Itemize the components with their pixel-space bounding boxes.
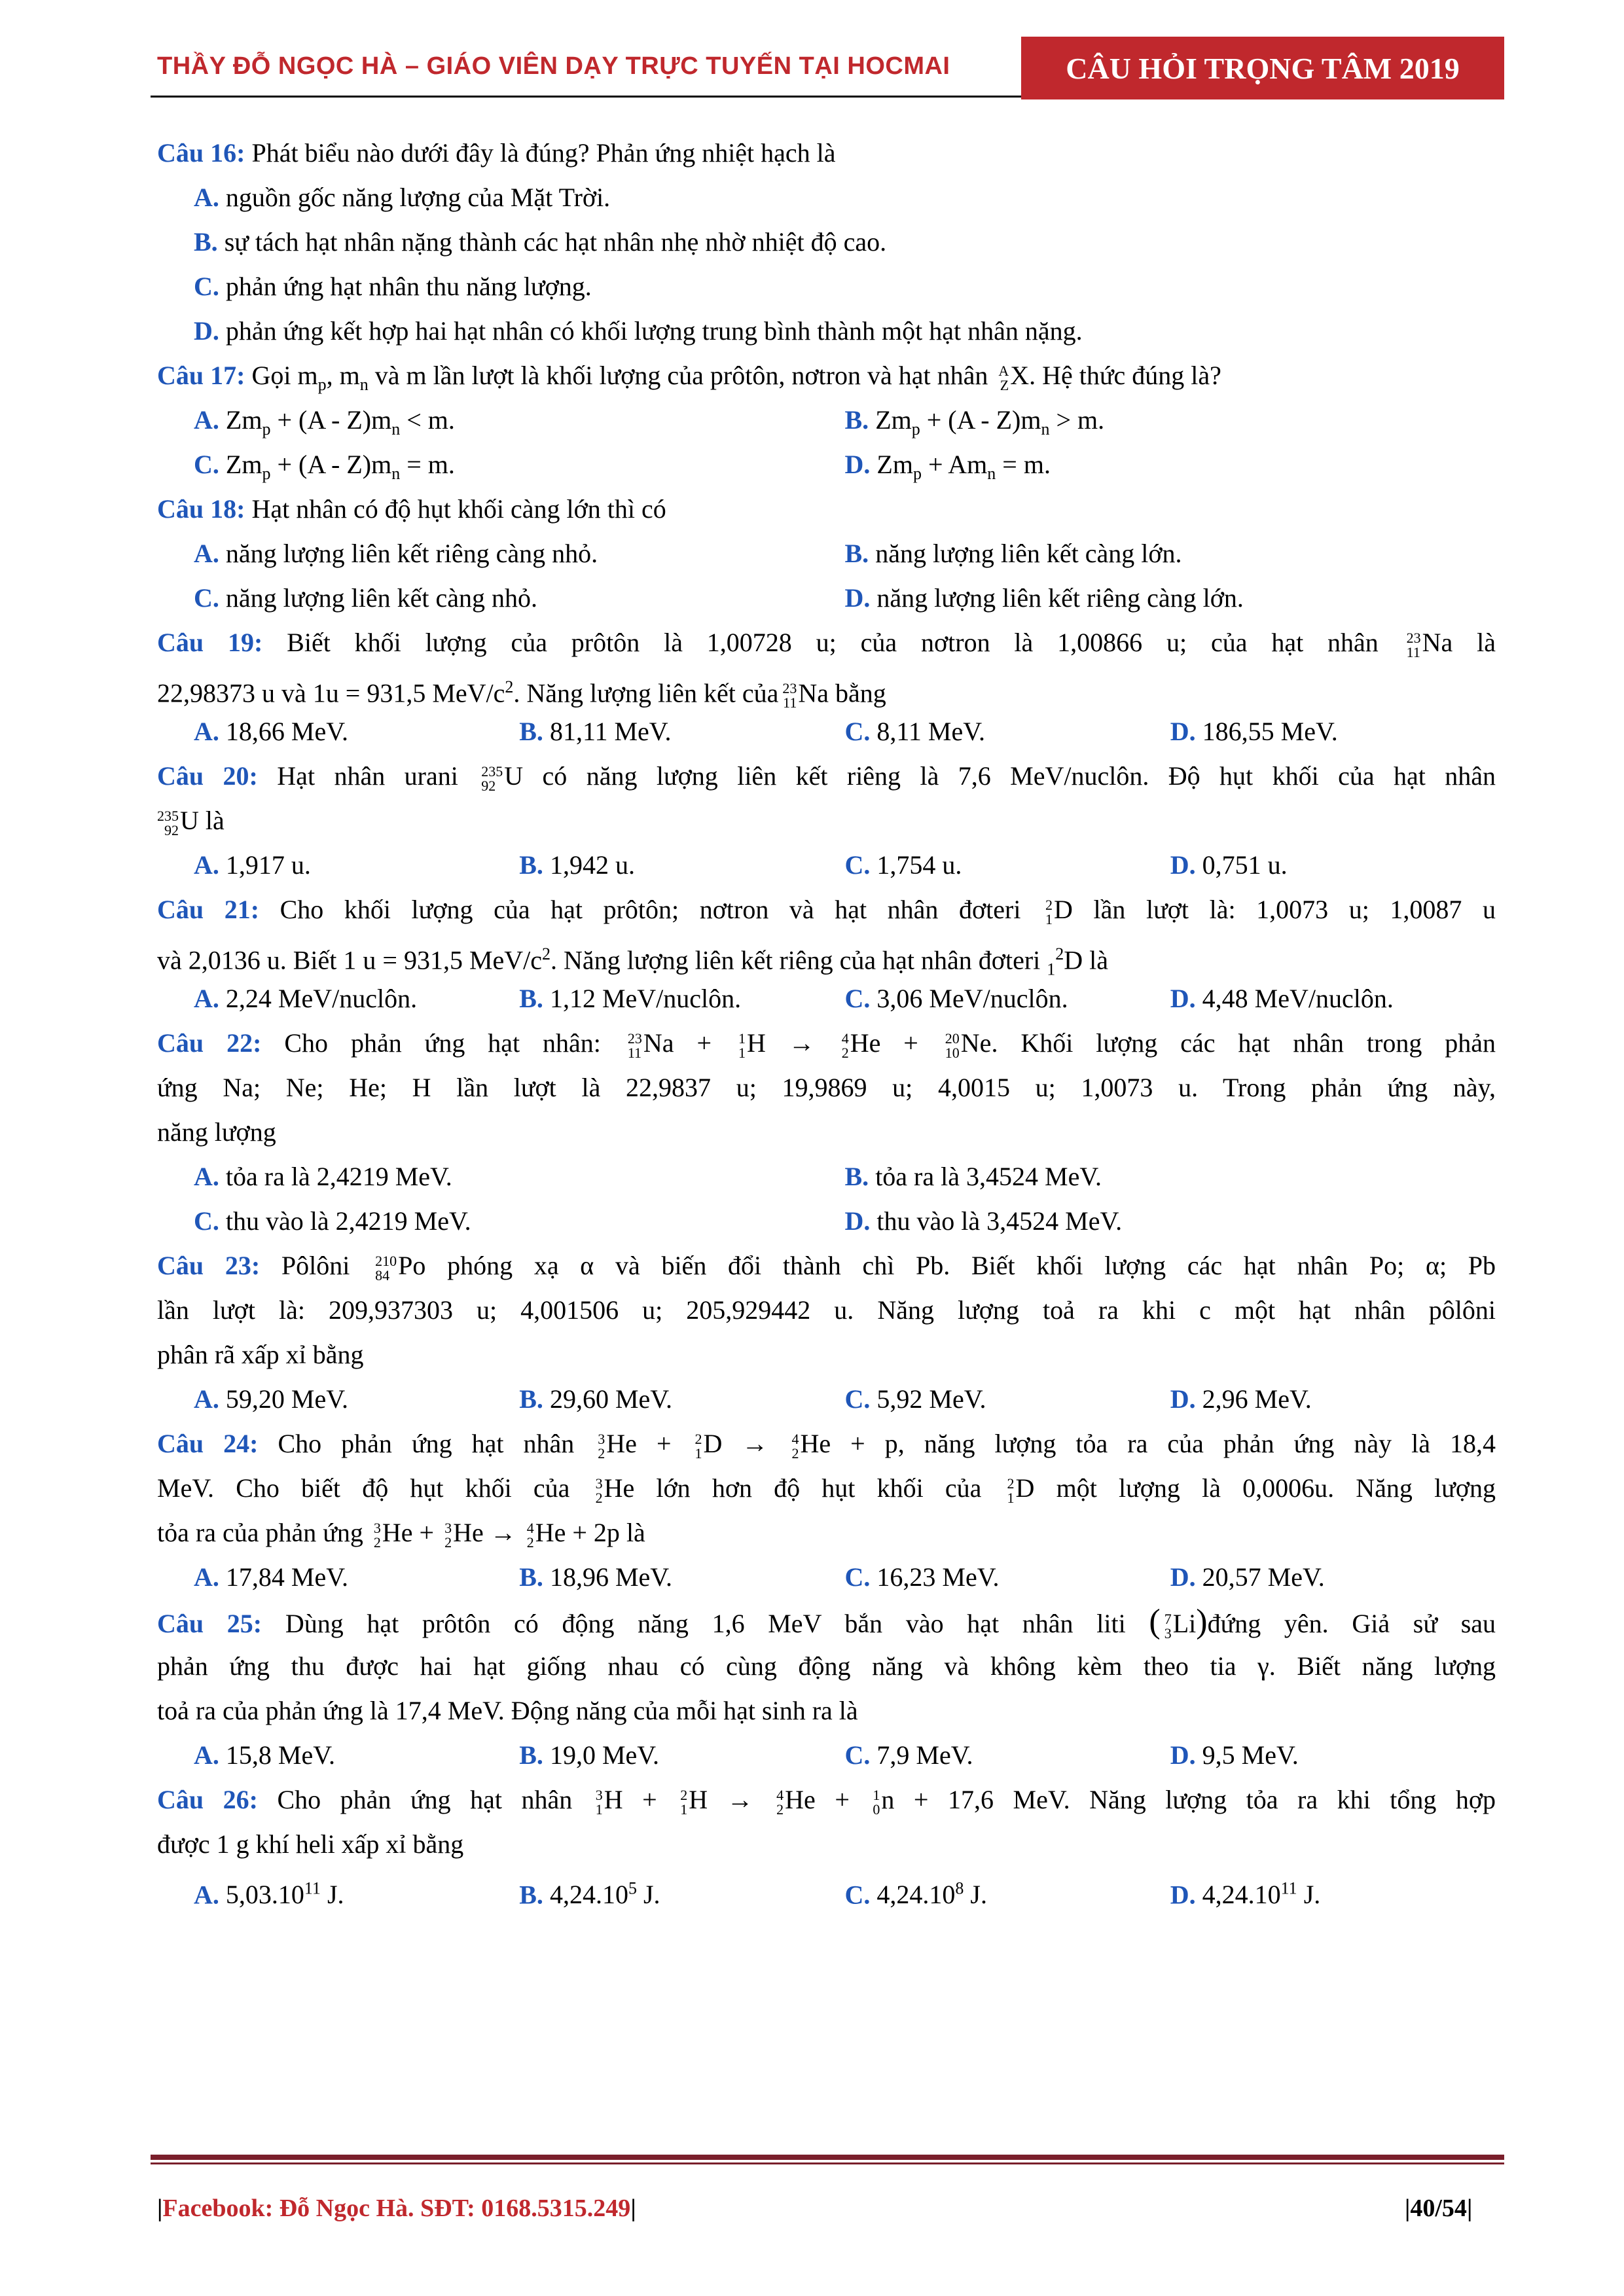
option-text: $Zm_p + (A - Z)m_n < m$. bbox=[225, 405, 455, 439]
option-label: A. bbox=[194, 539, 219, 568]
q22-stem-line2 bbox=[157, 1066, 1496, 1110]
q25-text: toả ra của phản ứng là 17,4 MeV. Động năng của mỗi hạt sinh ra là bbox=[157, 1696, 858, 1725]
q26-label: Câu 26: bbox=[157, 1785, 258, 1814]
q19-option-c[interactable] bbox=[845, 709, 1170, 754]
option-label: D. bbox=[1170, 717, 1196, 746]
option-label: B. bbox=[844, 405, 869, 435]
option-text: 16,23 MeV. bbox=[876, 1562, 1000, 1592]
option-label: D. bbox=[1170, 984, 1196, 1013]
q25-option-c[interactable] bbox=[845, 1733, 1170, 1778]
q19-text: Biết khối lượng của prôtôn là 1,00728 u; của nơtron là 1,00866 u; của hạt nhân bbox=[287, 628, 1379, 657]
footer-divider-thin bbox=[151, 2162, 1504, 2164]
q23-stem-line3 bbox=[157, 1333, 1496, 1377]
q24-option-a[interactable] bbox=[194, 1555, 519, 1600]
q22-option-a[interactable] bbox=[194, 1155, 845, 1199]
q26-stem-line1 bbox=[157, 1778, 1496, 1822]
footer-divider bbox=[151, 2155, 1504, 2160]
footer-contact-text: Facebook: Đỗ Ngọc Hà. SĐT: 0168.5315.249 bbox=[162, 2195, 631, 2222]
q25-option-d[interactable] bbox=[1170, 1733, 1496, 1778]
q20-options bbox=[157, 843, 1496, 888]
q26-options bbox=[157, 1867, 1496, 1911]
option-text: nguồn gốc năng lượng của Mặt Trời. bbox=[225, 183, 611, 212]
q19-text: Na bằng bbox=[798, 678, 886, 708]
q21-option-d[interactable] bbox=[1170, 977, 1496, 1021]
q24-option-b[interactable] bbox=[519, 1555, 844, 1600]
q26-option-a[interactable] bbox=[194, 1867, 519, 1911]
q24-text: , năng lượng tỏa ra của phản ứng này là 18,4 bbox=[897, 1429, 1496, 1458]
option-label: B. bbox=[519, 850, 543, 880]
q23-options bbox=[157, 1377, 1496, 1422]
q16-text: Phát biểu nào dưới đây là đúng? Phản ứng nhiệt hạch là bbox=[251, 138, 836, 168]
q26-stem-line2 bbox=[157, 1822, 1496, 1867]
option-text: 2,96 MeV. bbox=[1202, 1384, 1312, 1414]
q26-text: Cho phản ứng hạt nhân bbox=[277, 1785, 573, 1814]
option-label: C. bbox=[844, 850, 871, 880]
option-text: $Zm_p + Am_n = m$. bbox=[876, 450, 1051, 483]
option-label: A. bbox=[194, 1162, 219, 1191]
q19-option-b[interactable] bbox=[519, 709, 844, 754]
option-label: C. bbox=[194, 450, 219, 479]
q16-option-a[interactable] bbox=[157, 175, 1496, 220]
q19-option-a[interactable] bbox=[194, 709, 519, 754]
q20-option-b[interactable] bbox=[519, 843, 844, 888]
q23-option-d[interactable] bbox=[1170, 1377, 1496, 1422]
option-label: A. bbox=[194, 1562, 219, 1592]
option-text: sự tách hạt nhân nặng thành các hạt nhân nhẹ nhờ nhiệt độ cao. bbox=[224, 227, 887, 257]
q20-label: Câu 20: bbox=[157, 761, 258, 791]
nuclide-symbol: 235 92 bbox=[481, 762, 503, 794]
header-title: THẦY ĐỖ NGỌC HÀ – GIÁO VIÊN DẠY TRỰC TUYẾN TẠI HOCMAI bbox=[157, 52, 950, 80]
option-text: 18,66 MeV. bbox=[225, 717, 348, 746]
q26-reaction: 3 1 H + 2 1 H → 4 2 He + 1 0 n + 17,6 MeV bbox=[595, 1785, 1064, 1818]
q26-option-d[interactable] bbox=[1170, 1867, 1496, 1911]
q20-text: U có năng lượng liên kết riêng là 7,6 MeV/nuclôn. Độ hụt khối của hạt nhân bbox=[504, 761, 1496, 791]
q17-option-b[interactable] bbox=[845, 398, 1496, 442]
q21-label: Câu 21: bbox=[157, 895, 260, 924]
q21-stem-line2: và 2,0136 u. Biết 1 u = 931,5 MeV/$c^2$. Năng lượng liên kết riêng của hạt nhân đơteri $_1^2$D là bbox=[157, 944, 1109, 979]
option-text: 5,03.10$^{11}$ J. bbox=[225, 1879, 344, 1910]
option-label: B. bbox=[844, 1162, 869, 1191]
q26-option-b[interactable] bbox=[519, 1867, 844, 1911]
q24-options bbox=[157, 1555, 1496, 1600]
q22-reaction: 23 11 Na + 1 1 H → 4 2 He + 20 10 Ne. bbox=[627, 1028, 998, 1061]
q21-option-c[interactable] bbox=[845, 977, 1170, 1021]
nuclide-symbol: 2 1 bbox=[1045, 896, 1053, 927]
question-list bbox=[157, 131, 1496, 1911]
option-label: A. bbox=[194, 1880, 219, 1910]
option-text: phản ứng kết hợp hai hạt nhân có khối lượng trung bình thành một hạt nhân nặng. bbox=[225, 316, 1083, 346]
option-label: B. bbox=[519, 984, 543, 1013]
option-text: $Zm_p + (A - Z)m_n > m$. bbox=[875, 405, 1105, 439]
option-label: C. bbox=[844, 1880, 871, 1910]
q19-text: . Năng lượng liên kết của bbox=[513, 678, 779, 708]
q25-label: Câu 25: bbox=[157, 1609, 262, 1638]
q24-option-d[interactable] bbox=[1170, 1555, 1496, 1600]
q18-label: Câu 18: bbox=[157, 494, 245, 524]
option-label: C. bbox=[844, 1562, 871, 1592]
q23-text: phân rã xấp xỉ bằng bbox=[157, 1340, 364, 1369]
option-label: D. bbox=[1170, 850, 1196, 880]
q17-option-d[interactable] bbox=[845, 442, 1496, 487]
q18-options-row1 bbox=[157, 531, 1496, 576]
option-label: B. bbox=[844, 539, 869, 568]
q21-text: D lần lượt là: 1,0073 u; 1,0087 u bbox=[1054, 895, 1496, 924]
q24-text: D một lượng là 0,0006u. Năng lượng bbox=[1015, 1473, 1496, 1503]
q25-stem-line2 bbox=[157, 1644, 1496, 1689]
option-text: $Zm_p + (A - Z)m_n = m$. bbox=[225, 450, 455, 483]
option-text: 5,92 MeV. bbox=[876, 1384, 986, 1414]
nuclide-symbol: 3 2 bbox=[595, 1475, 603, 1506]
q23-option-b[interactable] bbox=[519, 1377, 844, 1422]
option-text: 3,06 MeV/nuclôn. bbox=[876, 984, 1068, 1013]
q19-text: 22,98373 u và 1u = 931,5 MeV/c bbox=[157, 678, 505, 708]
option-label: A. bbox=[194, 405, 219, 435]
q17-option-c[interactable] bbox=[194, 442, 845, 487]
footer-contact: |Facebook: Đỗ Ngọc Hà. SĐT: 0168.5315.249| bbox=[157, 2195, 636, 2222]
q24-reaction: 3 2 He + 2 1 D → 4 2 He + p bbox=[598, 1429, 898, 1462]
option-text: 1,754 u. bbox=[876, 850, 962, 880]
q25-options bbox=[157, 1733, 1496, 1778]
option-text: 4,24.10$^8$ J. bbox=[876, 1879, 987, 1910]
option-label: D. bbox=[1170, 1880, 1196, 1910]
option-label: B. bbox=[519, 1384, 543, 1414]
option-text: 7,9 MeV. bbox=[876, 1740, 973, 1770]
option-label: D. bbox=[844, 583, 871, 613]
q23-label: Câu 23: bbox=[157, 1251, 261, 1280]
option-label: D. bbox=[194, 316, 219, 346]
option-label: B. bbox=[519, 1880, 543, 1910]
option-label: C. bbox=[844, 1384, 871, 1414]
page-number-text: 40/54 bbox=[1410, 2195, 1467, 2222]
q23-option-a[interactable] bbox=[194, 1377, 519, 1422]
q22-options-row1 bbox=[157, 1155, 1496, 1199]
q20-text: Hạt nhân urani bbox=[277, 761, 458, 791]
q25-option-b[interactable] bbox=[519, 1733, 844, 1778]
nuclide-symbol: 235 92 bbox=[157, 807, 179, 838]
option-text: 2,24 MeV/nuclôn. bbox=[225, 984, 418, 1013]
option-text: phản ứng hạt nhân thu năng lượng. bbox=[225, 272, 592, 301]
q24-text: tỏa ra của phản ứng bbox=[157, 1518, 363, 1547]
option-label: A. bbox=[194, 1740, 219, 1770]
q16-option-c[interactable] bbox=[157, 264, 1496, 309]
option-label: D. bbox=[844, 1206, 871, 1236]
q22-option-b[interactable] bbox=[845, 1155, 1496, 1199]
option-text: 9,5 MeV. bbox=[1202, 1740, 1299, 1770]
q21-text: D là bbox=[1064, 945, 1109, 975]
q25-text: Dùng hạt prôtôn có động năng 1,6 MeV bắn vào hạt nhân liti bbox=[285, 1609, 1126, 1638]
q20-option-d[interactable] bbox=[1170, 843, 1496, 888]
q17-options-row1 bbox=[157, 398, 1496, 442]
page-number: |40/54| bbox=[1405, 2195, 1473, 2222]
q20-option-c[interactable] bbox=[845, 843, 1170, 888]
q21-text: và 2,0136 u. Biết 1 u = 931,5 MeV/c bbox=[157, 945, 543, 975]
q16-option-d[interactable] bbox=[157, 309, 1496, 353]
q16-stem bbox=[157, 131, 1496, 175]
q17-text: Gọi m bbox=[251, 361, 318, 390]
option-text: thu vào là 3,4524 MeV. bbox=[876, 1206, 1123, 1236]
option-label: C. bbox=[844, 1740, 871, 1770]
q21-text: Cho khối lượng của hạt prôtôn; nơtron và hạt nhân đơteri bbox=[280, 895, 1021, 924]
option-text: 29,60 MeV. bbox=[549, 1384, 672, 1414]
q20-stem-line1 bbox=[157, 754, 1496, 798]
nuclide-symbol: 2 1 bbox=[1007, 1475, 1015, 1506]
option-label: C. bbox=[194, 1206, 219, 1236]
q24-option-c[interactable] bbox=[845, 1555, 1170, 1600]
q17-option-a[interactable] bbox=[194, 398, 845, 442]
option-label: C. bbox=[194, 272, 219, 301]
option-text: 1,12 MeV/nuclôn. bbox=[549, 984, 742, 1013]
nuclide-symbol: 210 84 bbox=[375, 1252, 397, 1283]
option-text: 1,917 u. bbox=[225, 850, 311, 880]
q26-text: được 1 g khí heli xấp xỉ bằng bbox=[157, 1829, 464, 1859]
option-text: 17,84 MeV. bbox=[225, 1562, 348, 1592]
option-text: 81,11 MeV. bbox=[549, 717, 672, 746]
q21-options bbox=[157, 977, 1496, 1021]
q23-option-c[interactable] bbox=[845, 1377, 1170, 1422]
nuclide-symbol: A Z bbox=[998, 362, 1009, 393]
q18-option-a[interactable] bbox=[194, 531, 845, 576]
q22-text: Khối lượng các hạt nhân trong phản bbox=[1020, 1028, 1496, 1058]
q25-text: phản ứng thu được hai hạt giống nhau có cùng động năng và không kèm theo tia γ. Biết năng lượng bbox=[157, 1651, 1496, 1681]
option-text: tỏa ra là 3,4524 MeV. bbox=[875, 1162, 1102, 1191]
option-text: 20,57 MeV. bbox=[1202, 1562, 1325, 1592]
option-text: 4,48 MeV/nuclôn. bbox=[1202, 984, 1394, 1013]
option-label: D. bbox=[844, 450, 871, 479]
q24-text: Cho phản ứng hạt nhân bbox=[278, 1429, 575, 1458]
option-text: 1,942 u. bbox=[549, 850, 635, 880]
option-text: 8,11 MeV. bbox=[876, 717, 985, 746]
q21-option-b[interactable] bbox=[519, 977, 844, 1021]
option-text: 15,8 MeV. bbox=[225, 1740, 335, 1770]
q23-text: Po phóng xạ α và biến đổi thành chì Pb. Biết khối lượng các hạt nhân Po; α; Pb bbox=[398, 1251, 1496, 1280]
q17-stem: Câu 17: Gọi $m_p$, $m_n$ và m lần lượt là khối lượng của prôtôn, nơtron và hạt nhân A Z X. Hệ thức đúng là? bbox=[157, 361, 1221, 394]
nuclide-symbol: 23 11 bbox=[1406, 629, 1421, 660]
q18-stem bbox=[157, 487, 1496, 531]
option-label: C. bbox=[194, 583, 219, 613]
q21-text: . Năng lượng liên kết riêng của hạt nhân đơteri bbox=[550, 945, 1041, 975]
q19-stem-line1 bbox=[157, 620, 1496, 665]
option-text: năng lượng liên kết riêng càng lớn. bbox=[876, 583, 1244, 613]
option-label: D. bbox=[1170, 1384, 1196, 1414]
q26-option-c[interactable] bbox=[845, 1867, 1170, 1911]
header-divider bbox=[151, 96, 1021, 98]
q23-text: lần lượt là: 209,937303 u; 4,001506 u; 205,929442 u. Năng lượng toả ra khi c một hạt nhân pôlôni bbox=[157, 1295, 1496, 1325]
option-text: năng lượng liên kết riêng càng nhỏ. bbox=[225, 539, 598, 568]
q20-text: U là bbox=[180, 806, 225, 835]
option-text: 18,96 MeV. bbox=[549, 1562, 672, 1592]
option-label: A. bbox=[194, 183, 219, 212]
option-text: 59,20 MeV. bbox=[225, 1384, 348, 1414]
q18-option-d[interactable] bbox=[845, 576, 1496, 620]
q17-text: và m lần lượt là khối lượng của prôtôn, nơtron và hạt nhân bbox=[368, 361, 995, 390]
q24-reaction-2: 3 2 He + 3 2 He → 4 2 He + 2p bbox=[373, 1518, 620, 1551]
option-label: A. bbox=[194, 984, 219, 1013]
q24-stem-line1 bbox=[157, 1422, 1496, 1466]
nuclide-symbol: 23 11 bbox=[782, 680, 797, 711]
q19-label: Câu 19: bbox=[157, 628, 263, 657]
q22-options-row2 bbox=[157, 1199, 1496, 1244]
q17-text: , m bbox=[326, 361, 360, 390]
option-label: A. bbox=[194, 1384, 219, 1414]
q19-option-d[interactable] bbox=[1170, 709, 1496, 754]
option-label: B. bbox=[519, 1740, 543, 1770]
q25-stem-line1 bbox=[157, 1600, 1496, 1644]
option-label: B. bbox=[519, 1562, 543, 1592]
q22-text: ứng Na; Ne; He; H lần lượt là 22,9837 u; 19,9869 u; 4,0015 u; 1,0073 u. Trong phản ứng này, bbox=[157, 1073, 1496, 1102]
option-label: D. bbox=[1170, 1562, 1196, 1592]
q22-stem-line3 bbox=[157, 1110, 1496, 1155]
q22-option-c[interactable] bbox=[194, 1199, 845, 1244]
q25-text: đứng yên. Giả sử sau bbox=[1207, 1609, 1496, 1638]
option-text: tỏa ra là 2,4219 MeV. bbox=[225, 1162, 452, 1191]
option-label: D. bbox=[1170, 1740, 1196, 1770]
option-label: C. bbox=[844, 984, 871, 1013]
option-text: 186,55 MeV. bbox=[1202, 717, 1338, 746]
q26-text: . Năng lượng tỏa ra khi tổng hợp bbox=[1063, 1785, 1496, 1814]
q22-text: năng lượng bbox=[157, 1117, 276, 1147]
q24-label: Câu 24: bbox=[157, 1429, 259, 1458]
option-label: B. bbox=[519, 717, 543, 746]
q22-text: Cho phản ứng hạt nhân: bbox=[284, 1028, 601, 1058]
lithium-symbol: ( 7 3 Li) bbox=[1149, 1603, 1208, 1641]
option-label: C. bbox=[844, 717, 871, 746]
q22-stem-line1 bbox=[157, 1021, 1496, 1066]
q23-text: Pôlôni bbox=[281, 1251, 350, 1280]
q18-option-c[interactable] bbox=[194, 576, 845, 620]
q20-option-a[interactable] bbox=[194, 843, 519, 888]
q23-stem-line2 bbox=[157, 1288, 1496, 1333]
q19-stem-line2: 22,98373 u và 1u = 931,5 MeV/$c^2$. Năng lượng liên kết của 23 11 Na bằng bbox=[157, 677, 886, 711]
option-text: thu vào là 2,4219 MeV. bbox=[225, 1206, 471, 1236]
q24-text: He lớn hơn độ hụt khối của bbox=[604, 1473, 982, 1503]
q24-text: MeV. Cho biết độ hụt khối của bbox=[157, 1473, 570, 1503]
q19-text: Na là bbox=[1422, 628, 1496, 657]
q22-label: Câu 22: bbox=[157, 1028, 262, 1058]
q17-text: X. Hệ thức đúng là? bbox=[1010, 361, 1221, 390]
q17-options-row2 bbox=[157, 442, 1496, 487]
q17-label: Câu 17: bbox=[157, 361, 245, 390]
q21-stem-line1 bbox=[157, 888, 1496, 932]
q24-stem-line2 bbox=[157, 1466, 1496, 1511]
q25-option-a[interactable] bbox=[194, 1733, 519, 1778]
option-text: 19,0 MeV. bbox=[549, 1740, 659, 1770]
q22-option-d[interactable] bbox=[845, 1199, 1496, 1244]
q21-option-a[interactable] bbox=[194, 977, 519, 1021]
q16-label: Câu 16: bbox=[157, 138, 245, 168]
option-text: 0,751 u. bbox=[1202, 850, 1288, 880]
option-text: 4,24.10$^5$ J. bbox=[549, 1879, 660, 1910]
q20-stem-line2 bbox=[157, 798, 1496, 843]
q18-text: Hạt nhân có độ hụt khối càng lớn thì có bbox=[251, 494, 666, 524]
option-label: B. bbox=[194, 227, 218, 257]
option-text: năng lượng liên kết càng lớn. bbox=[875, 539, 1182, 568]
q18-option-b[interactable] bbox=[845, 531, 1496, 576]
q24-text: là bbox=[626, 1518, 645, 1547]
option-text: 4,24.10$^{11}$ J. bbox=[1202, 1879, 1321, 1910]
q16-option-b[interactable] bbox=[157, 220, 1496, 264]
q24-stem-line3 bbox=[157, 1511, 1496, 1555]
q19-options bbox=[157, 709, 1496, 754]
option-text: năng lượng liên kết càng nhỏ. bbox=[225, 583, 537, 613]
option-label: A. bbox=[194, 717, 219, 746]
header-badge: CÂU HỎI TRỌNG TÂM 2019 bbox=[1021, 37, 1504, 99]
q25-stem-line3 bbox=[157, 1689, 1496, 1733]
option-label: A. bbox=[194, 850, 219, 880]
q18-options-row2 bbox=[157, 576, 1496, 620]
q23-stem-line1 bbox=[157, 1244, 1496, 1288]
